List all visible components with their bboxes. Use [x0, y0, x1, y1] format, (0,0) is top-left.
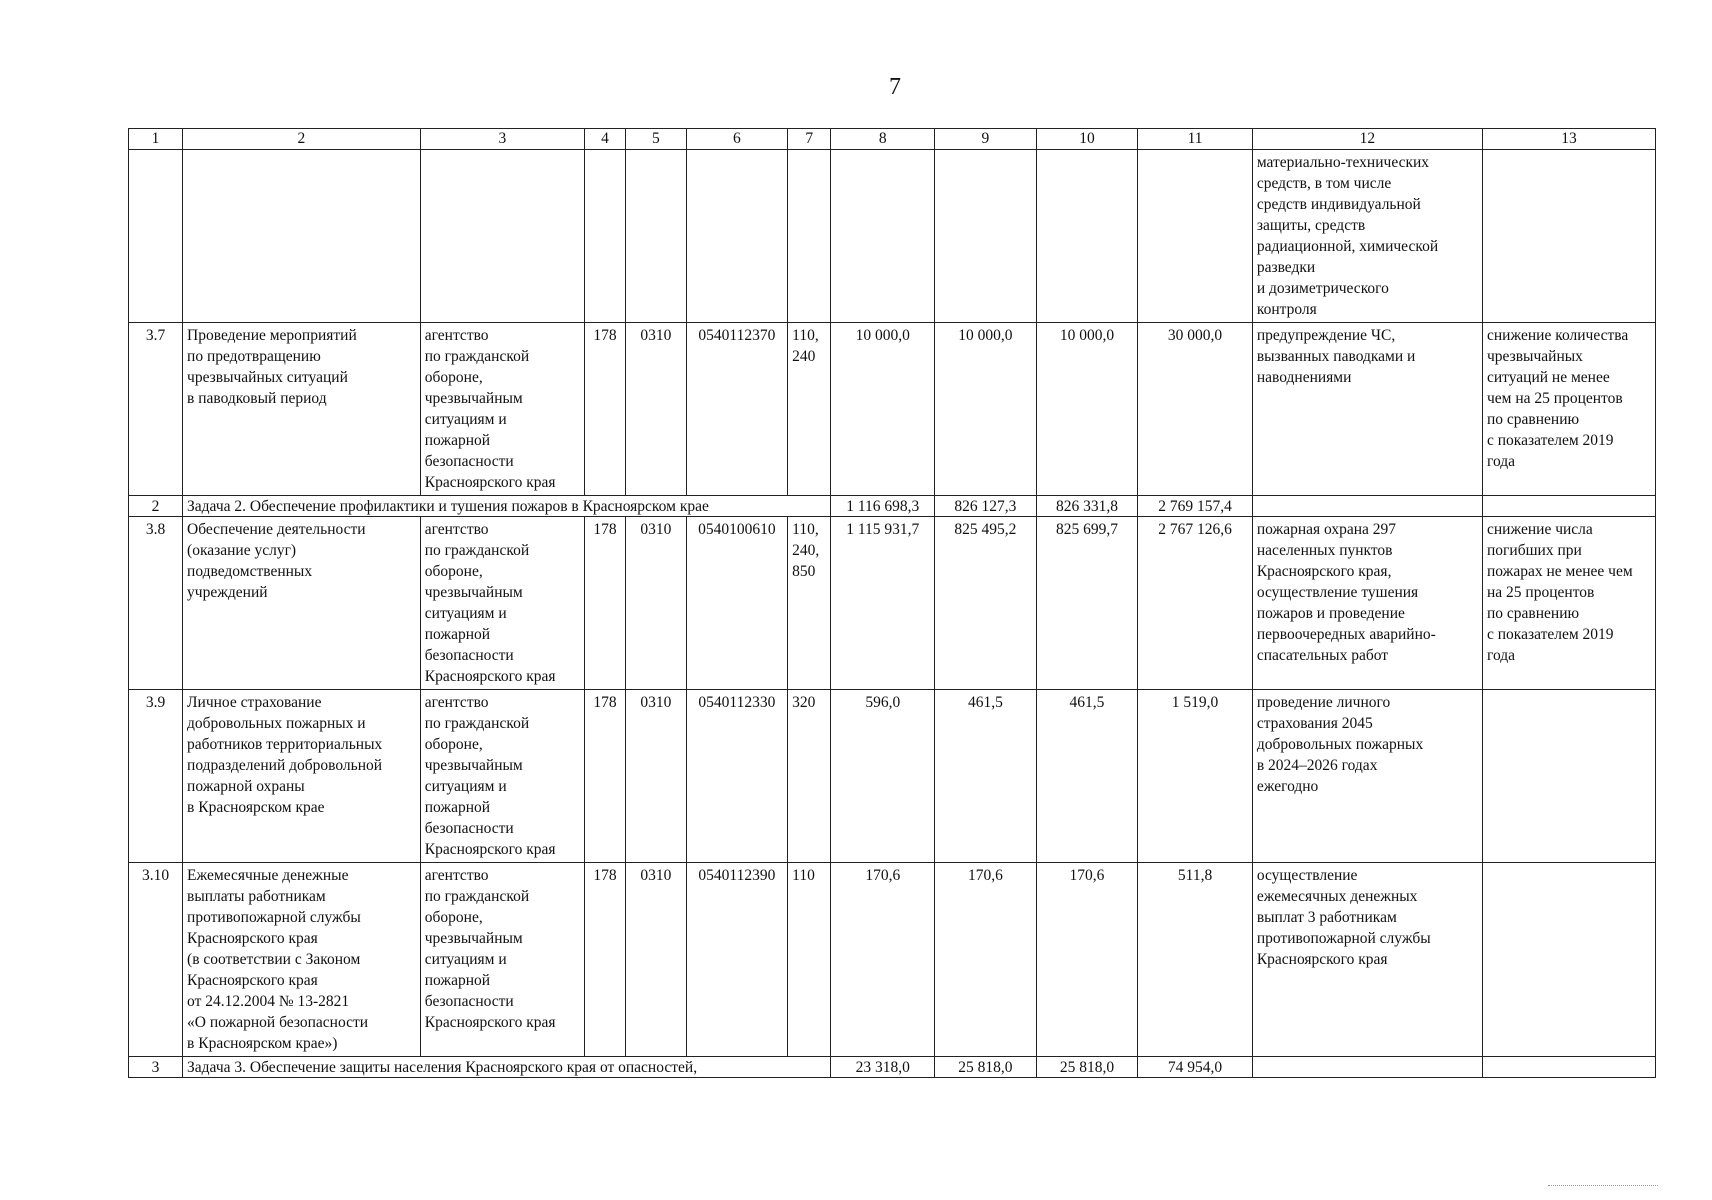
task-amount-2026: 826 331,8 — [1036, 496, 1138, 517]
agency-cell: агентство по гражданской обороне, чрезвычайным ситуациям и пожарной безопасности Красноярского края — [420, 517, 584, 690]
result-cell: материально-технических средств, в том числе средств индивидуальной защиты, средств радиационной, химической разведки и дозиметрического контроля — [1252, 150, 1482, 323]
task-amount-2025: 826 127,3 — [935, 496, 1037, 517]
amount-2025: 10 000,0 — [935, 323, 1037, 496]
indicator-cell — [1483, 690, 1656, 863]
row-number: 3.8 — [129, 517, 183, 690]
amount-2026: 461,5 — [1036, 690, 1138, 863]
result-cell: пожарная охрана 297 населенных пунктов Красноярского края, осуществление тушения пожаров и проведение первоочередных аварийно- спасательных работ — [1252, 517, 1482, 690]
result-cell: предупреждение ЧС, вызванных паводками и наводнениями — [1252, 323, 1482, 496]
amount-2026: 170,6 — [1036, 863, 1138, 1057]
agency-cell: агентство по гражданской обороне, чрезвычайным ситуациям и пожарной безопасности Красноярского края — [420, 323, 584, 496]
grbs-code: 178 — [585, 690, 626, 863]
header-cell: 5 — [626, 129, 687, 150]
amount-2025: 825 495,2 — [935, 517, 1037, 690]
header-cell: 8 — [831, 129, 935, 150]
amount-2026: 825 699,7 — [1036, 517, 1138, 690]
amount-total: 2 767 126,6 — [1138, 517, 1253, 690]
task-amount-2026: 25 818,0 — [1036, 1057, 1138, 1078]
vr-code: 320 — [788, 690, 831, 863]
column-numbers-row — [129, 129, 1656, 150]
amount-2026: 10 000,0 — [1036, 323, 1138, 496]
task-number: 3 — [129, 1057, 183, 1078]
amount-2025: 461,5 — [935, 690, 1037, 863]
indicator-cell: снижение числа погибших при пожарах не менее чем на 25 процентов по сравнению с показателем 2019 года — [1483, 517, 1656, 690]
table-row — [129, 690, 1656, 863]
amount-total: 1 519,0 — [1138, 690, 1253, 863]
vr-code: 110, 240, 850 — [788, 517, 831, 690]
grbs-code: 178 — [585, 863, 626, 1057]
header-cell: 1 — [129, 129, 183, 150]
amount-total: 511,8 — [1138, 863, 1253, 1057]
result-cell: проведение личного страхования 2045 добровольных пожарных в 2024–2026 годах ежегодно — [1252, 690, 1482, 863]
amount-total: 30 000,0 — [1138, 323, 1253, 496]
header-cell: 11 — [1138, 129, 1253, 150]
row-number: 3.10 — [129, 863, 183, 1057]
footer-dotted-line — [1548, 1185, 1658, 1186]
amount-2024: 596,0 — [831, 690, 935, 863]
row-number: 3.7 — [129, 323, 183, 496]
csr-code: 0540112330 — [686, 690, 788, 863]
rzpr-code: 0310 — [626, 863, 687, 1057]
rzpr-code: 0310 — [626, 690, 687, 863]
activity-name: Обеспечение деятельности (оказание услуг) подведомственных учреждений — [183, 517, 421, 690]
continued-row — [129, 150, 1656, 323]
activity-name: Ежемесячные денежные выплаты работникам противопожарной службы Красноярского края (в соответствии с Законом Красноярского края от 24.12.2004 № 13-2821 «О пожарной безопасности в Красноярском крае») — [183, 863, 421, 1057]
csr-code: 0540112390 — [686, 863, 788, 1057]
vr-code: 110, 240 — [788, 323, 831, 496]
task-title: Задача 3. Обеспечение защиты населения Красноярского края от опасностей, — [183, 1057, 831, 1078]
indicator-cell — [1483, 863, 1656, 1057]
header-cell: 2 — [183, 129, 421, 150]
header-cell: 7 — [788, 129, 831, 150]
grbs-code: 178 — [585, 323, 626, 496]
activity-name: Личное страхование добровольных пожарных и работников территориальных подразделений добровольной пожарной охраны в Красноярском крае — [183, 690, 421, 863]
task-amount-total: 74 954,0 — [1138, 1057, 1253, 1078]
task-amount-2024: 23 318,0 — [831, 1057, 935, 1078]
amount-2025: 170,6 — [935, 863, 1037, 1057]
csr-code: 0540100610 — [686, 517, 788, 690]
task-number: 2 — [129, 496, 183, 517]
vr-code: 110 — [788, 863, 831, 1057]
agency-cell: агентство по гражданской обороне, чрезвычайным ситуациям и пожарной безопасности Красноярского края — [420, 690, 584, 863]
row-number: 3.9 — [129, 690, 183, 863]
header-cell: 13 — [1483, 129, 1656, 150]
indicator-cell: снижение количества чрезвычайных ситуаций не менее чем на 25 процентов по сравнению с показателем 2019 года — [1483, 323, 1656, 496]
header-cell: 12 — [1252, 129, 1482, 150]
table-row — [129, 517, 1656, 690]
table-row — [129, 323, 1656, 496]
rzpr-code: 0310 — [626, 517, 687, 690]
amount-2024: 1 115 931,7 — [831, 517, 935, 690]
result-cell: осуществление ежемесячных денежных выплат 3 работникам противопожарной службы Красноярского края — [1252, 863, 1482, 1057]
program-activities-table — [128, 128, 1656, 1078]
rzpr-code: 0310 — [626, 323, 687, 496]
amount-2024: 10 000,0 — [831, 323, 935, 496]
page-number: 7 — [889, 74, 901, 100]
task-amount-2024: 1 116 698,3 — [831, 496, 935, 517]
task-row — [129, 496, 1656, 517]
amount-2024: 170,6 — [831, 863, 935, 1057]
task-amount-2025: 25 818,0 — [935, 1057, 1037, 1078]
activity-name: Проведение мероприятий по предотвращению чрезвычайных ситуаций в паводковый период — [183, 323, 421, 496]
agency-cell: агентство по гражданской обороне, чрезвычайным ситуациям и пожарной безопасности Красноярского края — [420, 863, 584, 1057]
header-cell: 3 — [420, 129, 584, 150]
task-title: Задача 2. Обеспечение профилактики и тушения пожаров в Красноярском крае — [183, 496, 831, 517]
task-amount-total: 2 769 157,4 — [1138, 496, 1253, 517]
header-cell: 9 — [935, 129, 1037, 150]
header-cell: 10 — [1036, 129, 1138, 150]
header-cell: 6 — [686, 129, 788, 150]
task-row — [129, 1057, 1656, 1078]
grbs-code: 178 — [585, 517, 626, 690]
header-cell: 4 — [585, 129, 626, 150]
table-row — [129, 863, 1656, 1057]
csr-code: 0540112370 — [686, 323, 788, 496]
